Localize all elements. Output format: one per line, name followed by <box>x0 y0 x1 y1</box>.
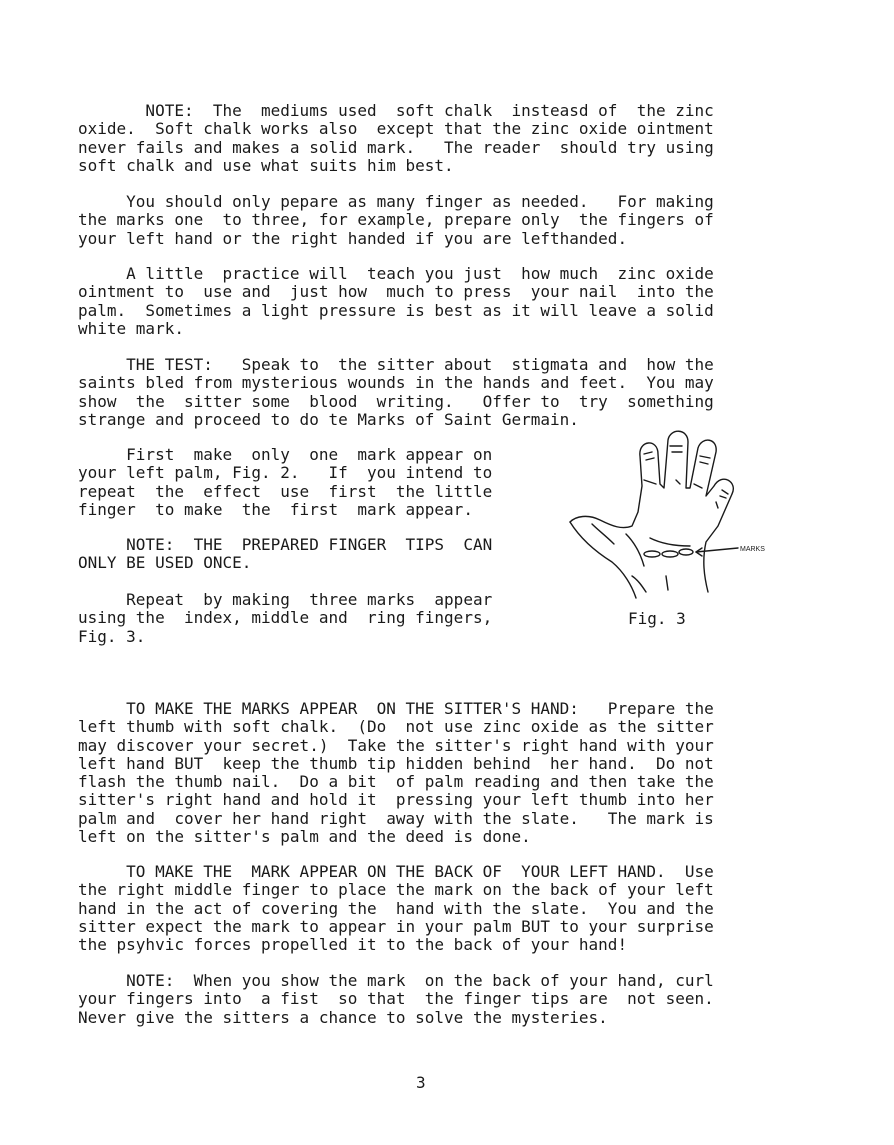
hand-illustration <box>566 426 766 626</box>
palm-mark <box>662 551 678 557</box>
text-line: palm. Sometimes a light pressure is best as it will leave a solid <box>78 300 714 320</box>
text-line: finger to make the first mark appear. <box>78 499 473 519</box>
text-line: Repeat by making three marks appear <box>78 590 493 609</box>
text-line: THE TEST: Speak to the sitter about stigmata and how the <box>78 355 714 374</box>
nail-middle <box>670 446 682 452</box>
paragraph-first-mark <box>78 446 548 519</box>
paragraph-back-of-hand <box>78 863 796 954</box>
text-line: ONLY BE USED ONCE. <box>78 553 252 573</box>
text-line: your left hand or the right handed if you are lefthanded. <box>78 228 628 248</box>
text-line: show the sitter some blood writing. Offer to try something <box>78 391 714 411</box>
palm-mark <box>644 551 660 557</box>
text-line: NOTE: When you show the mark on the back of your hand, curl <box>78 971 714 990</box>
text-line: You should only pepare as many finger as needed. For making <box>78 192 714 211</box>
figure-caption: Fig. 3 <box>628 609 686 628</box>
text-line: flash the thumb nail. Do a bit of palm reading and then take the <box>78 772 714 792</box>
paragraph-prepare-fingers <box>78 193 796 248</box>
text-line: Never give the sitters a chance to solve the mysteries. <box>78 1007 608 1027</box>
text-line: saints bled from mysterious wounds in the hands and feet. You may <box>78 373 714 393</box>
marks-label: MARKS <box>740 546 765 553</box>
text-line: may discover your secret.) Take the sitter's right hand with your <box>78 735 714 755</box>
palm-mark <box>679 549 693 555</box>
text-line: left hand BUT keep the thumb tip hidden behind her hand. Do not <box>78 753 714 773</box>
text-line: palm and cover her hand right away with the slate. The mark is <box>78 808 714 828</box>
text-line: TO MAKE THE MARKS APPEAR ON THE SITTER'S HAND: Prepare the <box>78 699 714 718</box>
nail-index <box>644 452 654 460</box>
text-line: NOTE: The mediums used soft chalk insteasd of the zinc <box>78 101 714 120</box>
paragraph-the-test <box>78 356 796 429</box>
paragraph-repeat-three <box>78 591 548 646</box>
text-line: your fingers into a fist so that the finger tips are not seen. <box>78 989 714 1009</box>
nail-ring <box>700 456 710 464</box>
text-line: NOTE: THE PREPARED FINGER TIPS CAN <box>78 535 493 554</box>
text-line: never fails and makes a solid mark. The reader should try using <box>78 137 714 157</box>
text-line: repeat the effect use first the little <box>78 481 493 501</box>
text-line: oxide. Soft chalk works also except that the zinc oxide ointment <box>78 119 714 139</box>
paragraph-note-once <box>78 536 548 573</box>
text-line: ointment to use and just how much to press your nail into the <box>78 282 714 302</box>
hand-outline <box>570 431 733 592</box>
nail-little <box>720 490 728 498</box>
paragraph-note-chalk <box>78 102 796 175</box>
text-line: sitter expect the mark to appear in your palm BUT to your surprise <box>78 916 714 936</box>
text-line: using the index, middle and ring fingers, <box>78 608 493 628</box>
text-line: TO MAKE THE MARK APPEAR ON THE BACK OF YOUR LEFT HAND. Use <box>78 862 714 881</box>
text-line: left thumb with soft chalk. (Do not use zinc oxide as the sitter <box>78 717 714 737</box>
text-line: left on the sitter's palm and the deed is done. <box>78 827 531 847</box>
text-line: soft chalk and use what suits him best. <box>78 155 454 175</box>
paragraph-sitters-hand <box>78 700 796 846</box>
text-line: the marks one to three, for example, prepare only the fingers of <box>78 210 714 230</box>
text-line: the psyhvic forces propelled it to the back of your hand! <box>78 935 628 955</box>
text-line: your left palm, Fig. 2. If you intend to <box>78 463 493 483</box>
text-line: white mark. <box>78 318 184 338</box>
text-line: Fig. 3. <box>78 626 146 646</box>
text-line: strange and proceed to do te Marks of Saint Germain. <box>78 409 579 429</box>
text-line: the right middle finger to place the mark on the back of your left <box>78 880 714 900</box>
text-line: A little practice will teach you just how much zinc oxide <box>78 264 714 283</box>
paragraph-practice <box>78 265 796 338</box>
text-line: sitter's right hand and hold it pressing your left thumb into her <box>78 790 714 810</box>
text-line: First make only one mark appear on <box>78 445 493 464</box>
paragraph-note-fist <box>78 972 796 1027</box>
text-line: hand in the act of covering the hand with the slate. You and the <box>78 898 714 918</box>
page-number: 3 <box>416 1073 426 1092</box>
